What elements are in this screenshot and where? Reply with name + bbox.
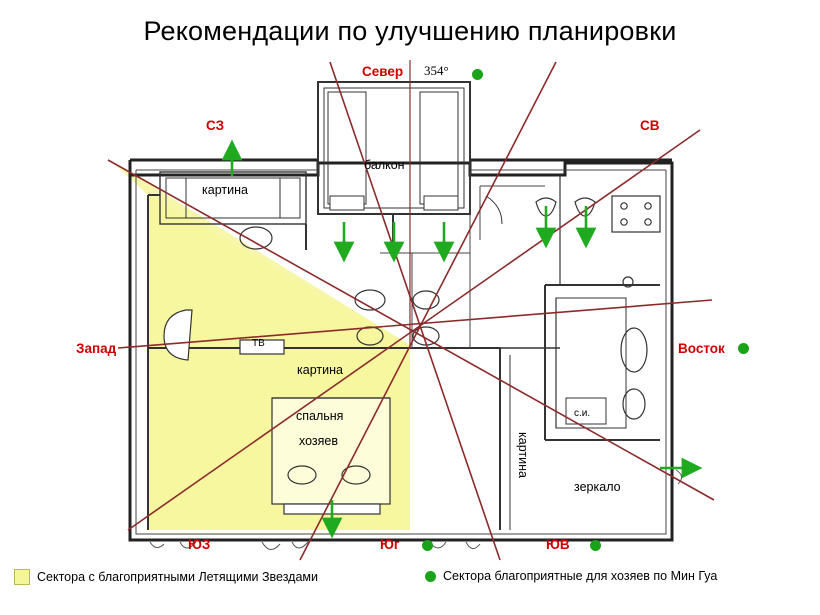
- bathroom-fixtures: [556, 277, 647, 428]
- label-west: Запад: [76, 341, 117, 356]
- marker-east: [738, 343, 749, 354]
- label-northeast: СВ: [640, 118, 660, 133]
- label-south: Юг: [380, 537, 400, 552]
- label-picture-top: картина: [202, 183, 248, 197]
- legend-green: [425, 569, 717, 583]
- label-east: Восток: [678, 341, 725, 356]
- label-picture-mid: картина: [297, 363, 343, 377]
- legend-green-dot: [425, 571, 436, 582]
- label-balcony: балкон: [364, 158, 405, 172]
- label-bedroom-line2: хозяев: [299, 434, 339, 448]
- label-bath-unit: с.и.: [574, 408, 591, 419]
- legend-green-label: Сектора благоприятные для хозяев по Мин Гуа: [443, 569, 718, 583]
- page-title: Рекомендации по улучшению планировки: [143, 16, 677, 46]
- label-bedroom-line1: спальня: [296, 409, 344, 423]
- label-north-degrees: 354°: [424, 63, 449, 78]
- kitchen-fixtures: [486, 196, 660, 232]
- marker-north: [472, 69, 483, 80]
- legend-yellow: [14, 569, 318, 585]
- marker-south: [422, 540, 433, 551]
- legend-yellow-swatch: [14, 569, 30, 585]
- label-tv: ТВ: [252, 338, 265, 349]
- label-southwest: ЮЗ: [188, 537, 211, 552]
- corridor-lines: [380, 180, 545, 348]
- label-southeast: ЮВ: [546, 537, 570, 552]
- label-north: Север: [362, 64, 404, 79]
- label-mirror: зеркало: [574, 480, 621, 494]
- label-picture-vertical: картина: [516, 432, 530, 478]
- legend: [0, 566, 820, 596]
- legend-yellow-label: Сектора с благоприятными Летящими Звездами: [37, 570, 318, 584]
- marker-southeast: [590, 540, 601, 551]
- label-northwest: СЗ: [206, 118, 225, 133]
